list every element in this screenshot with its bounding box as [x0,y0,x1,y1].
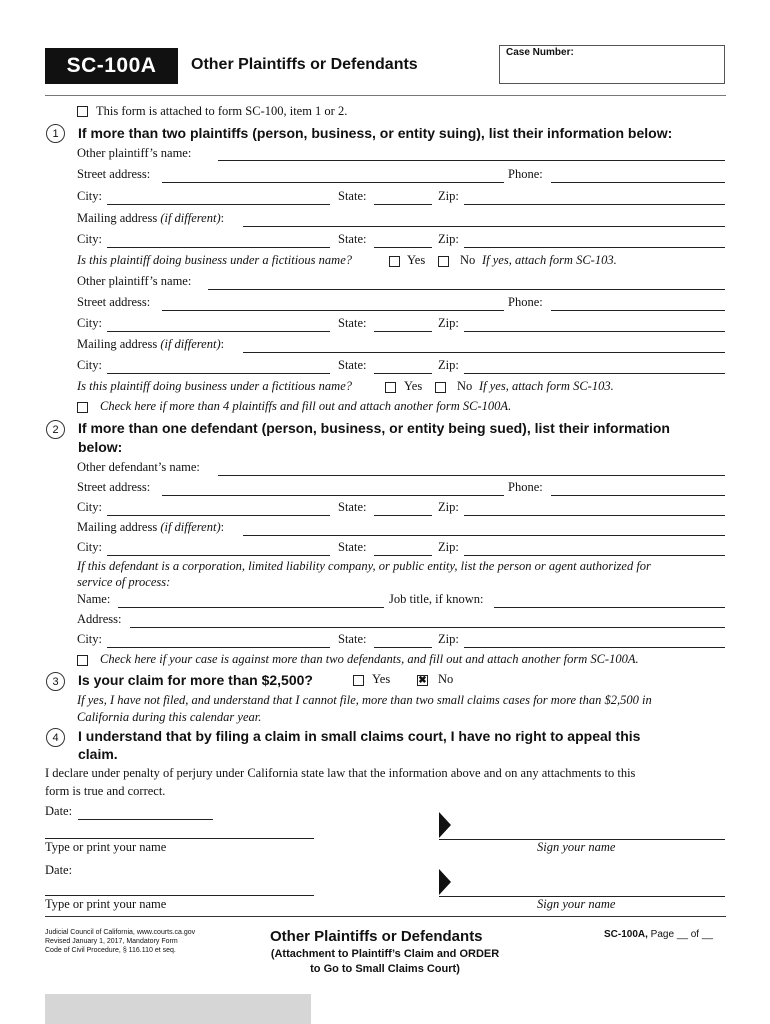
plaintiff-b-name-field[interactable] [208,289,725,290]
plaintiff-b-fictitious-question: Is this plaintiff doing business under a fictitious name? [77,379,352,393]
agent-zip-label: Zip: [438,632,459,646]
plaintiff-a-city-label: City: [77,189,103,203]
agent-state-field[interactable] [374,647,432,648]
checked-x-icon: ✖ [418,675,427,686]
section-1-number: 1 [46,124,65,143]
date-1-field[interactable] [78,819,213,820]
footer-page-number [604,929,713,940]
defendant-mailing-field[interactable] [243,535,725,536]
plaintiff-a-yes-label: Yes [407,253,426,267]
plaintiff-b-zip-label: Zip: [438,316,459,330]
defendant-name-field[interactable] [218,475,725,476]
more-plaintiffs-checkbox[interactable] [77,402,88,413]
date-2-label: Date: [45,863,73,877]
defendant-zip2-field[interactable] [464,555,725,556]
agent-name-label: Name: [77,592,111,606]
attached-text: This form is attached to form SC-100, item 1 or 2. [96,104,348,118]
defendant-zip-field[interactable] [464,515,725,516]
plaintiff-a-zip-label: Zip: [438,189,459,203]
footer-left-line2: Revised January 1, 2017, Mandatory Form [45,938,178,945]
claim-over-2500-no-checkbox[interactable] [417,675,428,686]
more-defendants-text: Check here if your case is against more than two defendants, and fill out and attach another form SC-100A. [100,652,639,666]
plaintiff-a-mailing-label: Mailing address (if different): [77,211,225,225]
footer-page-text: Page __ of __ [647,929,713,940]
type-name-1-label: Type or print your name [45,840,167,854]
footer-left-line1: Judicial Council of California, www.courts.ca.gov [45,929,196,936]
plaintiff-b-mailing-field[interactable] [243,352,725,353]
section-1-heading: If more than two plaintiffs (person, business, or entity suing), list their information below: [78,125,673,141]
plaintiff-a-city2-field[interactable] [107,247,330,248]
plaintiff-b-street-field[interactable] [162,310,504,311]
plaintiff-a-city2-label: City: [77,232,103,246]
plaintiff-a-phone-field[interactable] [551,182,725,183]
defendant-state-field[interactable] [374,515,432,516]
plaintiff-b-mailing-label: Mailing address (if different): [77,337,225,351]
section-2-number: 2 [46,420,65,439]
agent-city-label: City: [77,632,103,646]
plaintiff-b-name-label: Other plaintiff’s name: [77,274,192,288]
section-3-note-line1: If yes, I have not filed, and understand that I cannot file, more than two small claims cases for more than $2,500 in [77,693,652,707]
agent-job-title-label: Job title, if known: [389,592,484,606]
date-1-label: Date: [45,804,73,818]
claim-over-2500-yes-label: Yes [372,672,391,686]
section-2-heading-line2: below: [78,439,123,455]
footer-subtitle-line2: to Go to Small Claims Court) [310,963,460,975]
plaintiff-b-attach-note: If yes, attach form SC-103. [479,379,614,393]
claim-over-2500-yes-checkbox[interactable] [353,675,364,686]
plaintiff-b-city2-label: City: [77,358,103,372]
agent-city-field[interactable] [107,647,330,648]
sign-name-1-label: Sign your name [537,840,616,854]
corp-instruction-line2: service of process: [77,575,171,589]
defendant-state-label: State: [338,500,367,514]
defendant-zip-label: Zip: [438,500,459,514]
defendant-name-label: Other defendant’s name: [77,460,200,474]
plaintiff-a-no-label: No [460,253,476,267]
declaration-line2: form is true and correct. [45,784,166,798]
plaintiff-b-zip-field[interactable] [464,331,725,332]
plaintiff-a-zip2-field[interactable] [464,247,725,248]
defendant-mailing-label: Mailing address (if different): [77,520,225,534]
plaintiff-a-street-label: Street address: [77,167,151,181]
footer-page-form: SC-100A, [604,929,648,940]
plaintiff-b-phone-label: Phone: [508,295,543,309]
defendant-street-field[interactable] [162,495,504,496]
sign-here-arrow-icon [439,812,451,838]
plaintiff-b-city-label: City: [77,316,103,330]
section-3-note-line2: California during this calendar year. [77,710,262,724]
defendant-city2-field[interactable] [107,555,330,556]
plaintiff-b-no-label: No [457,379,473,393]
footer-divider [45,916,726,917]
plaintiff-b-state-label: State: [338,316,367,330]
plaintiff-a-no-checkbox[interactable] [438,256,449,267]
plaintiff-b-zip2-field[interactable] [464,373,725,374]
form-id-badge [45,48,178,84]
plaintiff-b-no-checkbox[interactable] [435,382,446,393]
plaintiff-b-state2-field[interactable] [374,373,432,374]
attached-checkbox[interactable] [77,106,88,117]
plaintiff-b-street-label: Street address: [77,295,151,309]
plaintiff-a-state-label: State: [338,189,367,203]
corp-instruction-line1: If this defendant is a corporation, limited liability company, or public entity, list the person or agent authorized for [77,559,651,573]
defendant-city-label: City: [77,500,103,514]
type-name-2-label: Type or print your name [45,897,167,911]
plaintiff-a-state-field[interactable] [374,204,432,205]
footer-left [45,928,195,955]
section-2-heading-line1: If more than one defendant (person, business, or entity being sued), list their information [78,420,670,436]
plaintiff-a-city-field[interactable] [107,204,330,205]
plaintiff-a-name-label: Other plaintiff’s name: [77,146,192,160]
more-defendants-checkbox[interactable] [77,655,88,666]
defendant-zip2-label: Zip: [438,540,459,554]
agent-name-field[interactable] [118,607,384,608]
defendant-state2-label: State: [338,540,367,554]
declaration-line1: I declare under penalty of perjury under California state law that the information above and on any attachments to this [45,766,636,780]
plaintiff-a-phone-label: Phone: [508,167,543,181]
defendant-city2-label: City: [77,540,103,554]
section-3-number: 3 [46,672,65,691]
plaintiff-b-city-field[interactable] [107,331,330,332]
name-2-field[interactable] [45,895,314,896]
sign-here-arrow-icon [439,869,451,895]
plaintiff-b-zip2-label: Zip: [438,358,459,372]
more-plaintiffs-text: Check here if more than 4 plaintiffs and fill out and attach another form SC-100A. [100,399,512,413]
plaintiff-a-fictitious-question: Is this plaintiff doing business under a fictitious name? [77,253,352,267]
plaintiff-b-yes-checkbox[interactable] [385,382,396,393]
agent-address-label: Address: [77,612,122,626]
plaintiff-a-state2-label: State: [338,232,367,246]
section-4-heading-line1: I understand that by filing a claim in small claims court, I have no right to appeal this [78,728,641,744]
footer-title: Other Plaintiffs or Defendants [270,928,483,945]
agent-address-field[interactable] [130,627,725,628]
footer-gray-bar [45,994,311,1024]
footer-subtitle [230,947,540,977]
name-1-field[interactable] [45,838,314,839]
agent-zip-field[interactable] [464,647,725,648]
sign-name-2-label: Sign your name [537,897,616,911]
section-4-number: 4 [46,728,65,747]
plaintiff-a-attach-note: If yes, attach form SC-103. [482,253,617,267]
plaintiff-a-yes-checkbox[interactable] [389,256,400,267]
plaintiff-b-phone-field[interactable] [551,310,725,311]
plaintiff-a-mailing-field[interactable] [243,226,725,227]
plaintiff-a-name-field[interactable] [218,160,725,161]
plaintiff-b-yes-label: Yes [404,379,423,393]
plaintiff-b-city2-field[interactable] [107,373,330,374]
agent-job-title-field[interactable] [494,607,725,608]
case-number-label: Case Number: [506,47,574,58]
plaintiff-a-state2-field[interactable] [374,247,432,248]
plaintiff-b-state-field[interactable] [374,331,432,332]
section-4-heading-line2: claim. [78,746,118,762]
header-divider [45,95,726,96]
defendant-phone-label: Phone: [508,480,543,494]
plaintiff-a-zip-field[interactable] [464,204,725,205]
claim-over-2500-no-label: No [438,672,454,686]
footer-subtitle-line1: (Attachment to Plaintiff’s Claim and ORDER [270,948,500,960]
defendant-state2-field[interactable] [374,555,432,556]
footer-left-line3: Code of Civil Procedure, § 116.110 et seq. [45,947,176,954]
plaintiff-a-street-field[interactable] [162,182,504,183]
form-id: SC-100A [66,54,157,77]
plaintiff-a-zip2-label: Zip: [438,232,459,246]
defendant-phone-field[interactable] [551,495,725,496]
section-3-heading: Is your claim for more than $2,500? [78,672,313,688]
form-title: Other Plaintiffs or Defendants [191,56,418,73]
defendant-city-field[interactable] [107,515,330,516]
plaintiff-b-state2-label: State: [338,358,367,372]
defendant-street-label: Street address: [77,480,151,494]
agent-state-label: State: [338,632,367,646]
